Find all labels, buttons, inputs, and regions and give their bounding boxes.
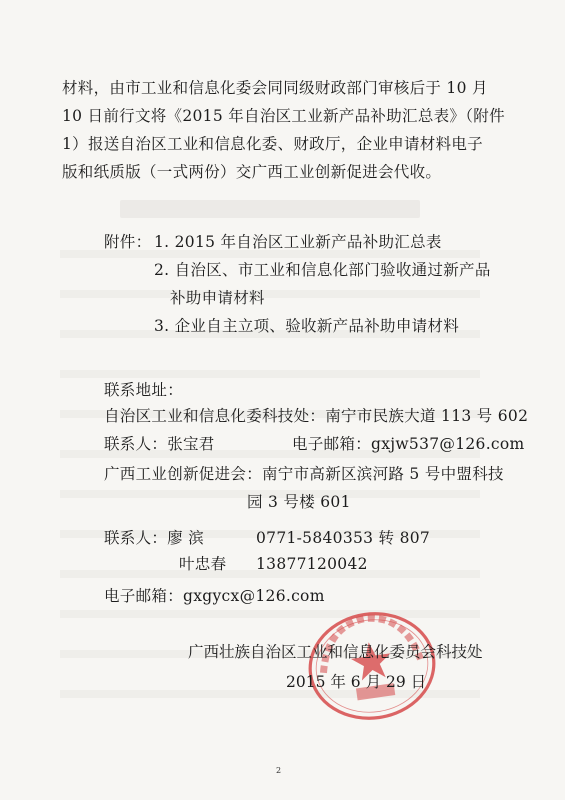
contact-office-2: 广西工业创新促进会：南宁市高新区滨河路 5 号中盟科技 — [104, 465, 504, 483]
signature-org: 广西壮族自治区工业和信息化委员会科技处 — [188, 643, 483, 661]
official-seal-icon — [303, 606, 441, 726]
contact-heading: 联系地址： — [104, 381, 184, 399]
body-line-1: 材料，由市工业和信息化委会同同级财政部门审核后于 10 月 — [62, 79, 488, 97]
contact-office-2-cont: 园 3 号楼 601 — [247, 493, 351, 511]
contact-person-1: 联系人：张宝君 — [104, 435, 215, 453]
attachment-item-3: 3. 企业自主立项、验收新产品补助申请材料 — [154, 317, 460, 335]
body-line-2: 10 日前行文将《2015 年自治区工业新产品补助汇总表》（附件 — [62, 107, 505, 125]
contact-office-1: 自治区工业和信息化委科技处：南宁市民族大道 113 号 602 — [104, 407, 529, 425]
body-line-3: 1）报送自治区工业和信息化委、财政厅，企业申请材料电子 — [62, 135, 483, 153]
attachments-label: 附件： — [104, 233, 152, 251]
contact-person-3: 叶忠春 — [179, 555, 227, 573]
signature-date: 2015 年 6 月 29 日 — [286, 673, 427, 691]
contact-person-2: 联系人：廖 滨 — [104, 529, 205, 547]
page-number: 2 — [276, 766, 282, 775]
attachment-item-2: 2. 自治区、市工业和信息化部门验收通过新产品 — [154, 261, 491, 279]
contact-phone-2: 0771-5840353 转 807 — [256, 529, 431, 547]
contact-phone-3: 13877120042 — [256, 555, 368, 573]
body-line-4: 版和纸质版（一式两份）交广西工业创新促进会代收。 — [62, 163, 442, 181]
attachment-item-1: 1. 2015 年自治区工业新产品补助汇总表 — [154, 233, 442, 251]
attachment-item-2-cont: 补助申请材料 — [170, 289, 265, 307]
contact-email-1: 电子邮箱：gxjw537@126.com — [292, 435, 525, 453]
contact-email-2: 电子邮箱：gxgycx@126.com — [104, 587, 325, 605]
